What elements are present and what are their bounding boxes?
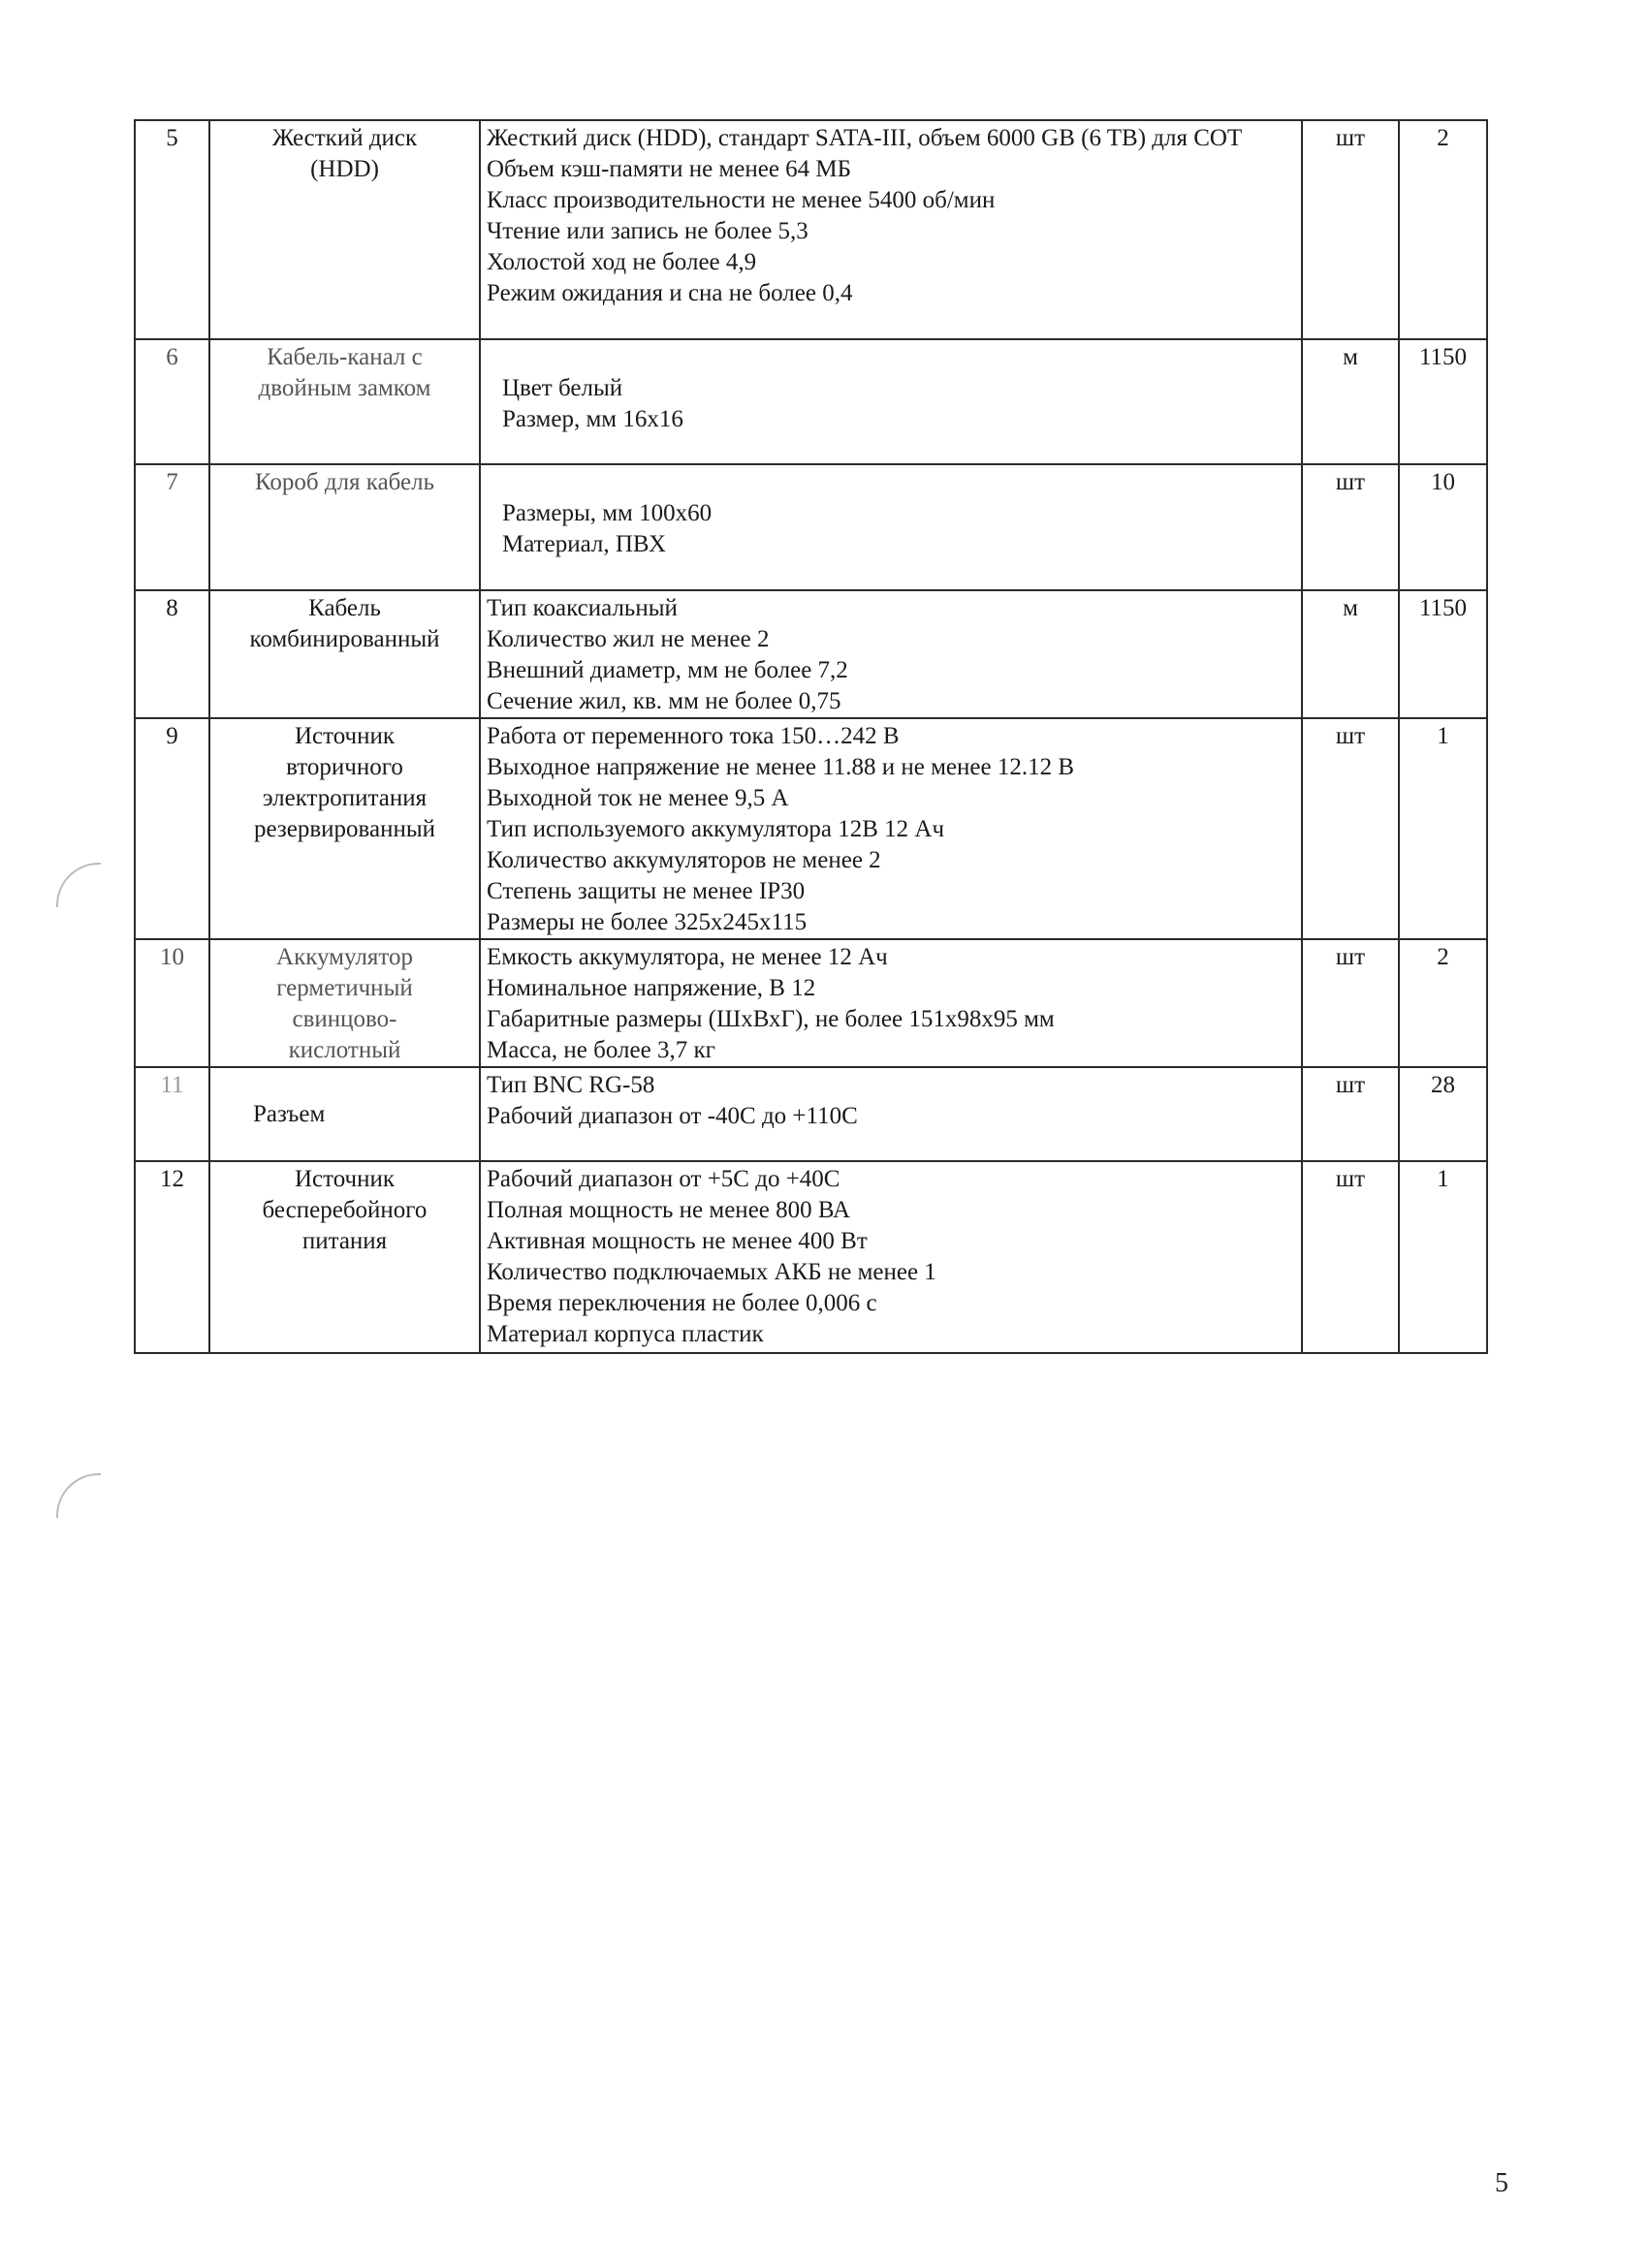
row-number: 12	[135, 1161, 209, 1353]
table-row	[135, 590, 1487, 718]
table-row	[135, 464, 1487, 590]
quantity: 28	[1399, 1067, 1487, 1161]
description-line: Габаритные размеры (ШхВхГ), не более 151х98х95 мм	[487, 1006, 1055, 1032]
row-number: 8	[135, 590, 209, 718]
unit-of-measure: шт	[1302, 718, 1399, 939]
description-line: Сечение жил, кв. мм не более 0,75	[487, 688, 841, 714]
item-name-line: Разъем	[253, 1101, 326, 1127]
description-line: Емкость аккумулятора, не менее 12 Ач	[487, 944, 888, 970]
description-line: Внешний диаметр, мм не более 7,2	[487, 657, 848, 683]
item-name-line: резервированный	[253, 816, 436, 842]
description-line: Активная мощность не менее 400 Вт	[487, 1228, 868, 1254]
table-row	[135, 718, 1487, 939]
quantity: 1	[1399, 718, 1487, 939]
item-name-line: герметичный	[276, 975, 413, 1001]
item-description	[480, 1067, 1302, 1161]
table-row	[135, 1067, 1487, 1161]
description-line: Режим ожидания и сна не более 0,4	[487, 280, 853, 306]
item-name-line: питания	[301, 1228, 388, 1254]
item-name	[209, 939, 480, 1067]
description-line: Рабочий диапазон от -40С до +110С	[487, 1103, 858, 1129]
item-name-line: бесперебойного	[262, 1197, 428, 1223]
item-name	[209, 339, 480, 464]
item-name-line: Кабель-канал с	[267, 344, 423, 370]
item-description	[480, 339, 1302, 464]
item-name-line: свинцово-	[292, 1006, 397, 1032]
item-name-line: Источник	[294, 723, 396, 749]
description-line: Размеры, мм 100х60	[502, 500, 713, 526]
item-description	[480, 464, 1302, 590]
description-line: Холостой ход не более 4,9	[487, 249, 757, 275]
table-row	[135, 939, 1487, 1067]
item-name	[209, 718, 480, 939]
description-line: Выходное напряжение не менее 11.88 и не менее 12.12 В	[487, 754, 1075, 780]
description-line: Размеры не более 325х245х115	[487, 909, 808, 935]
quantity: 2	[1399, 939, 1487, 1067]
item-name	[209, 464, 480, 590]
unit-of-measure: м	[1302, 590, 1399, 718]
quantity: 1150	[1399, 590, 1487, 718]
quantity: 1150	[1399, 339, 1487, 464]
item-name	[209, 1067, 480, 1161]
item-name-line: электропитания	[262, 785, 428, 811]
row-number: 11	[135, 1067, 209, 1161]
row-number: 9	[135, 718, 209, 939]
page-number: 5	[1495, 2168, 1508, 2198]
description-line: Количество жил не менее 2	[487, 626, 770, 652]
description-line: Чтение или запись не более 5,3	[487, 218, 808, 244]
description-line: Масса, не более 3,7 кг	[487, 1037, 715, 1063]
description-line: Выходной ток не менее 9,5 А	[487, 785, 789, 811]
description-line: Номинальное напряжение, В 12	[487, 975, 816, 1001]
item-name-line: Кабель	[308, 595, 381, 621]
item-name	[209, 590, 480, 718]
description-line: Тип используемого аккумулятора 12В 12 Ач	[487, 816, 945, 842]
unit-of-measure: шт	[1302, 1067, 1399, 1161]
description-line: Объем кэш-памяти не менее 64 МБ	[487, 156, 852, 182]
unit-of-measure: шт	[1302, 1161, 1399, 1353]
description-line: Размер, мм 16х16	[502, 406, 683, 432]
row-number: 10	[135, 939, 209, 1067]
row-number: 6	[135, 339, 209, 464]
unit-of-measure: шт	[1302, 120, 1399, 339]
item-description	[480, 1161, 1302, 1353]
unit-of-measure: шт	[1302, 939, 1399, 1067]
item-name	[209, 1161, 480, 1353]
item-description	[480, 590, 1302, 718]
item-name-line: Источник	[294, 1166, 396, 1192]
row-number: 5	[135, 120, 209, 339]
description-line: Количество подключаемых АКБ не менее 1	[487, 1259, 936, 1285]
quantity: 2	[1399, 120, 1487, 339]
description-line: Материал, ПВХ	[502, 531, 667, 557]
description-line: Полная мощность не менее 800 ВА	[487, 1197, 851, 1223]
description-line: Тип коаксиальный	[487, 595, 678, 621]
item-name-line: кислотный	[288, 1037, 401, 1063]
description-line: Рабочий диапазон от +5С до +40С	[487, 1166, 840, 1192]
specification-table	[134, 119, 1488, 1354]
item-description	[480, 120, 1302, 339]
unit-of-measure: м	[1302, 339, 1399, 464]
item-name-line: комбинированный	[249, 626, 440, 652]
scan-artifact	[56, 1473, 101, 1518]
item-name-line: Аккумулятор	[276, 944, 413, 970]
table-row	[135, 1161, 1487, 1353]
description-line: Количество аккумуляторов не менее 2	[487, 847, 881, 873]
item-name-line: вторичного	[286, 754, 403, 780]
description-line: Класс производительности не менее 5400 об/мин	[487, 187, 996, 213]
description-line: Цвет белый	[502, 375, 623, 401]
table-row	[135, 120, 1487, 339]
item-description	[480, 939, 1302, 1067]
item-name-line: Жесткий диск	[271, 125, 418, 151]
description-line: Время переключения не более 0,006 с	[487, 1290, 877, 1316]
unit-of-measure: шт	[1302, 464, 1399, 590]
description-line: Материал корпуса пластик	[487, 1321, 764, 1347]
quantity: 1	[1399, 1161, 1487, 1353]
item-name	[209, 120, 480, 339]
row-number: 7	[135, 464, 209, 590]
table-row	[135, 339, 1487, 464]
scan-artifact	[56, 863, 101, 907]
item-name-line: (HDD)	[310, 156, 379, 182]
item-description	[480, 718, 1302, 939]
description-line: Степень защиты не менее IP30	[487, 878, 806, 904]
description-line: Тип BNC RG-58	[487, 1072, 655, 1098]
description-line: Работа от переменного тока 150…242 В	[487, 723, 900, 749]
quantity: 10	[1399, 464, 1487, 590]
description-line: Жесткий диск (HDD), стандарт SATA-III, объем 6000 GB (6 TB) для СОТ	[487, 125, 1243, 151]
item-name-line: двойным замком	[258, 375, 431, 401]
item-name-line: Короб для кабель	[254, 469, 435, 495]
